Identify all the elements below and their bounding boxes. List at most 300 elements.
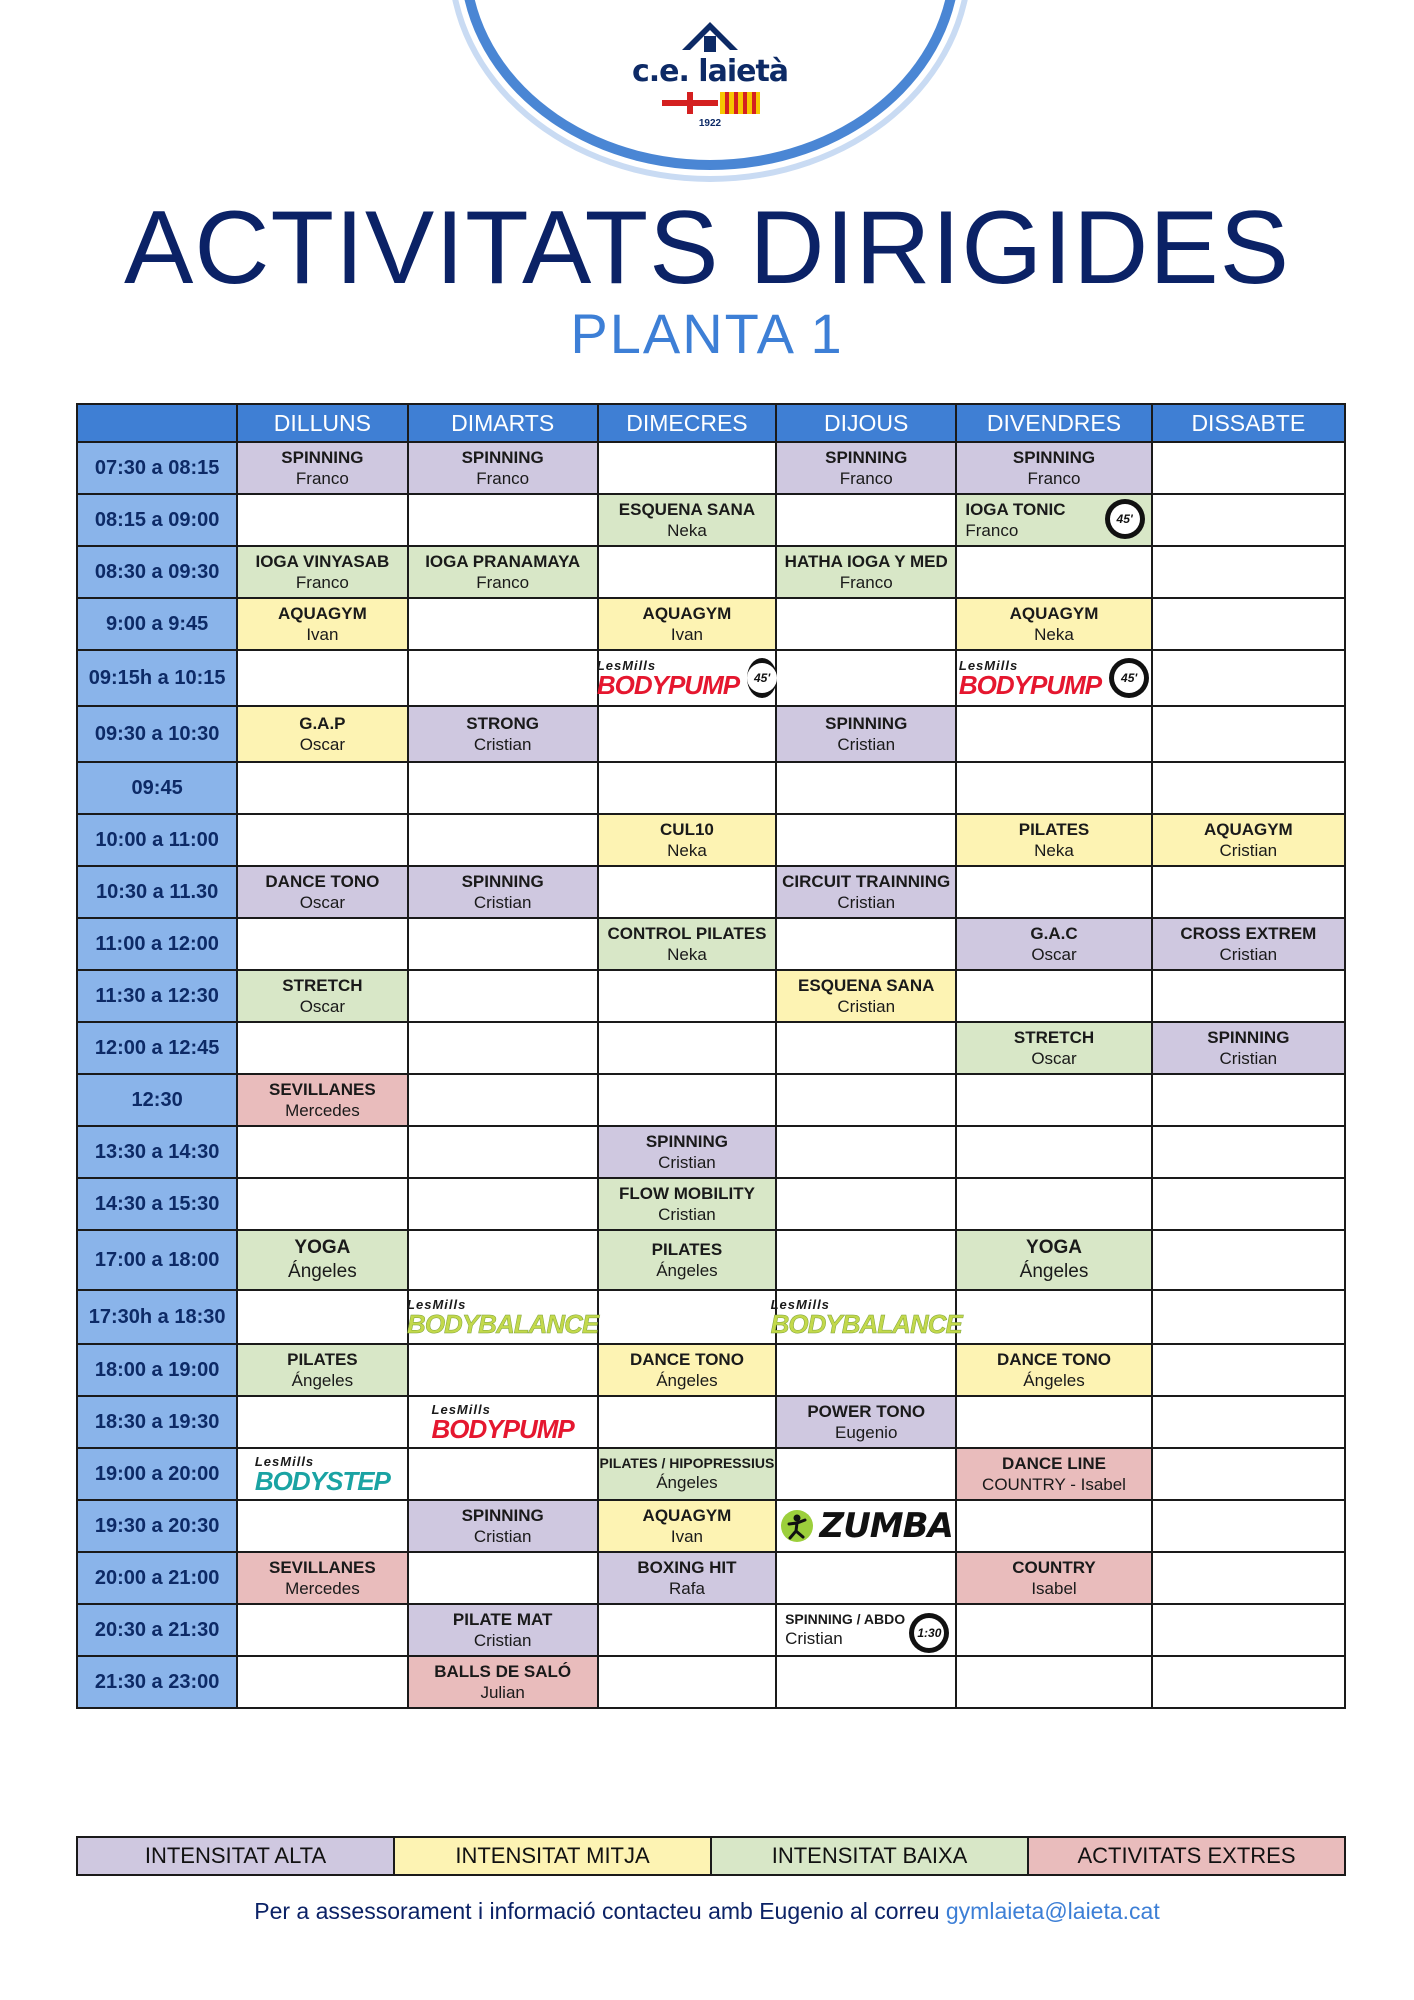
empty-cell xyxy=(237,1290,407,1344)
lesmills-program-name: BODYBALANCE xyxy=(770,1308,962,1339)
empty-cell xyxy=(956,1396,1151,1448)
empty-cell xyxy=(776,1344,956,1396)
empty-cell xyxy=(956,546,1151,598)
time-slot-label: 18:00 a 19:00 xyxy=(77,1344,237,1396)
activity-name: CIRCUIT TRAINNING xyxy=(782,871,951,891)
day-header: DILLUNS xyxy=(237,404,407,442)
class-cell xyxy=(956,1552,1151,1604)
schedule-row xyxy=(77,1656,1345,1708)
club-year: 1922 xyxy=(698,118,722,129)
empty-cell xyxy=(1152,1230,1345,1290)
activity-name: PILATES xyxy=(1018,819,1090,839)
activity-name: SEVILLANES xyxy=(269,1557,376,1577)
club-logo xyxy=(620,18,800,129)
lesmills-brand-text: LesMills xyxy=(431,1401,491,1417)
class-cell xyxy=(598,1500,776,1552)
time-slot-label: 18:30 a 19:30 xyxy=(77,1396,237,1448)
lesmills-logo-wrap xyxy=(770,1296,962,1339)
lesmills-class-cell xyxy=(408,1396,598,1448)
empty-cell xyxy=(1152,546,1345,598)
empty-cell xyxy=(1152,1396,1345,1448)
intensity-legend xyxy=(76,1836,1346,1876)
time-slot-label: 13:30 a 14:30 xyxy=(77,1126,237,1178)
empty-cell xyxy=(776,1552,956,1604)
instructor-name: Oscar xyxy=(299,735,346,754)
empty-cell xyxy=(776,814,956,866)
day-header: DIMARTS xyxy=(408,404,598,442)
schedule-row xyxy=(77,1178,1345,1230)
empty-cell xyxy=(1152,1448,1345,1500)
lesmills-logo xyxy=(432,1403,574,1442)
empty-cell xyxy=(956,866,1151,918)
day-header: DISSABTE xyxy=(1152,404,1345,442)
activity-name: DANCE TONO xyxy=(997,1349,1111,1369)
empty-cell xyxy=(408,1552,598,1604)
class-cell xyxy=(956,1344,1151,1396)
instructor-name: Eugenio xyxy=(835,1423,898,1442)
activity-name: FLOW MOBILITY xyxy=(618,1183,755,1203)
instructor-name: Ivan xyxy=(670,1527,704,1546)
empty-cell xyxy=(408,1022,598,1074)
empty-cell xyxy=(598,1022,776,1074)
instructor-name: Franco xyxy=(476,573,530,592)
empty-cell xyxy=(408,1126,598,1178)
class-cell xyxy=(776,970,956,1022)
empty-cell xyxy=(237,918,407,970)
schedule-row xyxy=(77,1126,1345,1178)
activity-name: ESQUENA SANA xyxy=(618,499,756,519)
schedule-row xyxy=(77,494,1345,546)
class-cell xyxy=(598,814,776,866)
class-cell xyxy=(598,494,776,546)
lesmills-logo xyxy=(959,659,1101,698)
day-header-row xyxy=(77,404,1345,442)
class-cell xyxy=(408,546,598,598)
instructor-name: Cristian xyxy=(473,1631,532,1650)
time-slot-label: 14:30 a 15:30 xyxy=(77,1178,237,1230)
instructor-name: Ivan xyxy=(306,625,339,644)
class-cell xyxy=(956,814,1151,866)
empty-cell xyxy=(1152,706,1345,762)
instructor-name: Franco xyxy=(839,573,893,592)
activity-name: HATHA IOGA Y MED xyxy=(784,551,948,571)
activity-name: IOGA TONIC xyxy=(965,499,1066,519)
class-cell xyxy=(237,970,407,1022)
empty-cell xyxy=(956,970,1151,1022)
zumba-wordmark: ZUMBA xyxy=(819,1505,953,1546)
activity-name: IOGA VINYASAB xyxy=(255,551,390,571)
time-slot-label: 17:30h a 18:30 xyxy=(77,1290,237,1344)
activity-name: G.A.P xyxy=(299,713,346,733)
house-icon xyxy=(678,20,742,56)
class-cell xyxy=(408,706,598,762)
class-cell xyxy=(237,1344,407,1396)
empty-cell xyxy=(408,918,598,970)
activity-name: DANCE TONO xyxy=(265,871,380,891)
activity-name: SPINNING xyxy=(825,447,908,467)
empty-cell xyxy=(237,814,407,866)
instructor-name: Cristian xyxy=(837,735,896,754)
empty-cell xyxy=(598,1656,776,1708)
empty-cell xyxy=(598,1074,776,1126)
contact-footer xyxy=(0,1898,1414,1925)
schedule-row xyxy=(77,1230,1345,1290)
time-slot-label: 19:00 a 20:00 xyxy=(77,1448,237,1500)
instructor-name: Julian xyxy=(480,1683,525,1702)
activity-name: BOXING HIT xyxy=(637,1557,737,1577)
activity-name: SPINNING / ABDO xyxy=(785,1610,906,1627)
empty-cell xyxy=(956,762,1151,814)
page-title: ACTIVITATS DIRIGIDES xyxy=(123,190,1291,306)
time-slot-label: 08:30 a 09:30 xyxy=(77,546,237,598)
activity-name: AQUAGYM xyxy=(277,603,367,623)
empty-cell xyxy=(1152,1126,1345,1178)
contact-email-link[interactable]: gymlaieta@laieta.cat xyxy=(945,1898,1160,1924)
schedule-row xyxy=(77,706,1345,762)
instructor-name: Cristian xyxy=(837,997,896,1016)
instructor-name: Neka xyxy=(667,841,707,860)
instructor-name: Franco xyxy=(1027,469,1081,488)
class-cell xyxy=(598,1230,776,1290)
class-cell xyxy=(598,1344,776,1396)
time-slot-label: 07:30 a 08:15 xyxy=(77,442,237,494)
lesmills-brand-text: LesMills xyxy=(407,1296,467,1312)
activity-name: SPINNING xyxy=(461,871,544,891)
empty-cell xyxy=(598,1396,776,1448)
instructor-name: Neka xyxy=(1034,625,1074,644)
empty-cell xyxy=(237,1126,407,1178)
instructor-name: Neka xyxy=(667,945,707,964)
schedule-row xyxy=(77,866,1345,918)
activity-name: SPINNING xyxy=(461,447,544,467)
zumba-dancer-icon xyxy=(780,1509,814,1543)
instructor-name: Ángeles xyxy=(288,1261,357,1282)
schedule-table xyxy=(76,403,1346,1709)
instructor-name: Cristian xyxy=(785,1629,843,1649)
empty-cell xyxy=(1152,1500,1345,1552)
activity-name: PILATES / HIPOPRESSIUS xyxy=(599,1454,775,1471)
lesmills-brand-text: LesMills xyxy=(254,1453,315,1469)
empty-cell xyxy=(408,1448,598,1500)
empty-cell xyxy=(956,706,1151,762)
duration-badge-text: 1:30 xyxy=(914,1618,944,1648)
schedule-row xyxy=(77,1290,1345,1344)
class-cell xyxy=(776,866,956,918)
class-cell xyxy=(1152,1022,1345,1074)
time-slot-label: 09:45 xyxy=(77,762,237,814)
instructor-name: COUNTRY - Isabel xyxy=(982,1475,1126,1494)
class-cell xyxy=(776,1396,956,1448)
lesmills-logo-wrap xyxy=(238,1455,406,1494)
class-cell xyxy=(598,1126,776,1178)
class-cell xyxy=(408,1604,598,1656)
empty-cell xyxy=(956,1290,1151,1344)
empty-cell xyxy=(408,1344,598,1396)
empty-cell xyxy=(598,706,776,762)
class-cell xyxy=(237,546,407,598)
lesmills-program-name: BODYPUMP xyxy=(958,669,1102,700)
instructor-name: Cristian xyxy=(658,1205,716,1224)
class-cell xyxy=(237,706,407,762)
catalan-flag-icon xyxy=(720,92,760,114)
duration-badge-text: 45' xyxy=(1110,504,1140,534)
empty-cell xyxy=(237,1604,407,1656)
schedule-row xyxy=(77,442,1345,494)
lesmills-brand-text: LesMills xyxy=(770,1296,830,1312)
empty-cell xyxy=(598,866,776,918)
empty-cell xyxy=(1152,650,1345,706)
lesmills-brand-text: LesMills xyxy=(596,657,657,673)
lesmills-logo xyxy=(597,659,739,698)
instructor-name: Ángeles xyxy=(291,1371,354,1390)
empty-cell xyxy=(956,1074,1151,1126)
time-slot-label: 19:30 a 20:30 xyxy=(77,1500,237,1552)
instructor-name: Franco xyxy=(295,573,349,592)
instructor-name: Ángeles xyxy=(656,1473,718,1493)
empty-cell xyxy=(1152,1604,1345,1656)
empty-cell xyxy=(598,1290,776,1344)
schedule-row xyxy=(77,1074,1345,1126)
empty-cell xyxy=(598,442,776,494)
empty-cell xyxy=(237,762,407,814)
empty-cell xyxy=(237,1178,407,1230)
activity-name: POWER TONO xyxy=(807,1401,926,1421)
instructor-name: Oscar xyxy=(299,997,346,1016)
lesmills-program-name: BODYSTEP xyxy=(254,1465,390,1496)
activity-name: SPINNING xyxy=(1012,447,1096,467)
lesmills-class-cell xyxy=(598,650,776,706)
schedule-row xyxy=(77,1552,1345,1604)
class-cell xyxy=(408,1656,598,1708)
activity-name: CROSS EXTREM xyxy=(1180,923,1317,943)
red-cross-icon xyxy=(662,92,718,114)
schedule-row xyxy=(77,918,1345,970)
lesmills-logo-wrap xyxy=(596,657,775,700)
activity-name: G.A.C xyxy=(1030,923,1078,943)
time-slot-label: 12:30 xyxy=(77,1074,237,1126)
class-cell xyxy=(237,1074,407,1126)
instructor-name: Cristian xyxy=(473,1527,532,1546)
empty-cell xyxy=(1152,1656,1345,1708)
empty-cell xyxy=(1152,1344,1345,1396)
lesmills-class-cell xyxy=(408,1290,598,1344)
empty-cell xyxy=(237,650,407,706)
time-slot-label: 11:00 a 12:00 xyxy=(77,918,237,970)
empty-cell xyxy=(408,1178,598,1230)
class-cell xyxy=(598,918,776,970)
instructor-name: Franco xyxy=(839,469,893,488)
legend-item: INTENSITAT BAIXA xyxy=(711,1837,1028,1875)
instructor-name: Neka xyxy=(667,521,707,540)
schedule-row xyxy=(77,1344,1345,1396)
empty-cell xyxy=(776,494,956,546)
legend-item: INTENSITAT MITJA xyxy=(394,1837,711,1875)
activity-name: IOGA PRANAMAYA xyxy=(425,551,581,571)
empty-cell xyxy=(1152,866,1345,918)
schedule-row xyxy=(77,1022,1345,1074)
empty-cell xyxy=(598,1604,776,1656)
empty-cell xyxy=(408,1230,598,1290)
time-slot-label: 09:15h a 10:15 xyxy=(77,650,237,706)
day-header: DIVENDRES xyxy=(956,404,1151,442)
instructor-name: Oscar xyxy=(1031,1049,1077,1068)
activity-name: STRONG xyxy=(466,713,540,733)
empty-cell xyxy=(408,970,598,1022)
class-cell xyxy=(598,598,776,650)
instructor-name: Franco xyxy=(295,469,349,488)
schedule-row xyxy=(77,1396,1345,1448)
activity-name: STRETCH xyxy=(282,975,363,995)
schedule-row xyxy=(77,1448,1345,1500)
time-slot-label: 08:15 a 09:00 xyxy=(77,494,237,546)
empty-cell xyxy=(1152,494,1345,546)
instructor-name: Cristian xyxy=(1219,841,1278,860)
activity-name: STRETCH xyxy=(1013,1027,1095,1047)
duration-badge-text: 45' xyxy=(747,663,777,693)
instructor-name: Mercedes xyxy=(285,1101,360,1120)
legend-item: ACTIVITATS EXTRES xyxy=(1028,1837,1345,1875)
empty-cell xyxy=(408,814,598,866)
empty-cell xyxy=(956,1126,1151,1178)
time-slot-label: 10:00 a 11:00 xyxy=(77,814,237,866)
schedule-row xyxy=(77,1604,1345,1656)
time-slot-label: 10:30 a 11.30 xyxy=(77,866,237,918)
empty-cell xyxy=(1152,1074,1345,1126)
empty-cell xyxy=(598,970,776,1022)
instructor-name: Ángeles xyxy=(656,1261,718,1280)
legend-item: INTENSITAT ALTA xyxy=(77,1837,394,1875)
schedule-row xyxy=(77,598,1345,650)
lesmills-program-name: BODYPUMP xyxy=(431,1413,574,1444)
instructor-name: Franco xyxy=(476,469,530,488)
empty-cell xyxy=(776,1126,956,1178)
instructor-name: Neka xyxy=(1034,841,1074,860)
activity-name: SPINNING xyxy=(825,713,908,733)
empty-cell xyxy=(237,494,407,546)
class-cell xyxy=(598,1448,776,1500)
class-cell xyxy=(1152,814,1345,866)
schedule-row xyxy=(77,762,1345,814)
class-cell xyxy=(408,1500,598,1552)
lesmills-class-cell xyxy=(956,650,1151,706)
schedule-row xyxy=(77,546,1345,598)
activity-name: SEVILLANES xyxy=(269,1079,376,1099)
time-slot-label: 12:00 a 12:45 xyxy=(77,1022,237,1074)
instructor-name: Rafa xyxy=(668,1579,705,1598)
empty-cell xyxy=(1152,442,1345,494)
instructor-name: Isabel xyxy=(1031,1579,1077,1598)
empty-cell xyxy=(776,598,956,650)
instructor-name: Ángeles xyxy=(1019,1261,1089,1282)
schedule-row xyxy=(77,650,1345,706)
zumba-class-cell xyxy=(776,1500,956,1552)
empty-cell xyxy=(776,1022,956,1074)
class-cell xyxy=(408,442,598,494)
time-slot-label: 21:30 a 23:00 xyxy=(77,1656,237,1708)
activity-name: CUL10 xyxy=(660,819,714,839)
activity-name: YOGA xyxy=(294,1237,351,1259)
empty-cell xyxy=(598,762,776,814)
empty-cell xyxy=(408,762,598,814)
duration-badge-text: 45' xyxy=(1114,663,1144,693)
activity-name: DANCE TONO xyxy=(629,1349,744,1369)
instructor-name: Cristian xyxy=(473,735,532,754)
empty-cell xyxy=(237,1396,407,1448)
instructor-name: Ángeles xyxy=(656,1371,718,1390)
header-corner xyxy=(77,404,237,442)
empty-cell xyxy=(237,1656,407,1708)
class-cell xyxy=(956,598,1151,650)
lesmills-program-name: BODYBALANCE xyxy=(407,1308,599,1339)
class-cell xyxy=(237,598,407,650)
activity-name: AQUAGYM xyxy=(642,1505,732,1525)
day-header: DIMECRES xyxy=(598,404,776,442)
activity-name: PILATES xyxy=(651,1239,723,1259)
activity-name: YOGA xyxy=(1026,1237,1082,1259)
schedule-row xyxy=(77,814,1345,866)
empty-cell xyxy=(956,1178,1151,1230)
instructor-name: Cristian xyxy=(1219,1049,1278,1068)
lesmills-brand-text: LesMills xyxy=(958,657,1019,673)
instructor-name: Cristian xyxy=(473,893,532,912)
empty-cell xyxy=(1152,598,1345,650)
class-cell xyxy=(776,706,956,762)
activity-name: BALLS DE SALÓ xyxy=(434,1661,572,1681)
instructor-name: Mercedes xyxy=(285,1579,360,1598)
lesmills-logo-wrap xyxy=(409,1403,597,1442)
activity-name: AQUAGYM xyxy=(1009,603,1099,623)
empty-cell xyxy=(776,1448,956,1500)
empty-cell xyxy=(956,1604,1151,1656)
empty-cell xyxy=(956,1500,1151,1552)
empty-cell xyxy=(598,546,776,598)
class-cell xyxy=(956,1022,1151,1074)
empty-cell xyxy=(408,494,598,546)
activity-name: COUNTRY xyxy=(1012,1557,1096,1577)
activity-name: PILATE MAT xyxy=(452,1609,553,1629)
empty-cell xyxy=(776,918,956,970)
class-cell xyxy=(956,1448,1151,1500)
lesmills-logo xyxy=(407,1298,598,1337)
instructor-name: Cristian xyxy=(658,1153,716,1172)
lesmills-logo xyxy=(255,1455,390,1494)
empty-cell xyxy=(408,650,598,706)
instructor-name: Cristian xyxy=(1219,945,1278,964)
class-cell xyxy=(956,1230,1151,1290)
empty-cell xyxy=(776,650,956,706)
zumba-logo xyxy=(777,1505,955,1548)
instructor-name: Franco xyxy=(965,521,1019,540)
activity-name: DANCE LINE xyxy=(1002,1453,1106,1473)
empty-cell xyxy=(776,1178,956,1230)
time-slot-label: 9:00 a 9:45 xyxy=(77,598,237,650)
empty-cell xyxy=(237,1500,407,1552)
class-cell xyxy=(776,1604,956,1656)
activity-name: SPINNING xyxy=(1207,1027,1290,1047)
activity-name: CONTROL PILATES xyxy=(607,923,767,943)
class-cell xyxy=(956,442,1151,494)
class-cell xyxy=(408,866,598,918)
class-cell xyxy=(776,442,956,494)
empty-cell xyxy=(1152,1290,1345,1344)
empty-cell xyxy=(408,598,598,650)
club-name: c.e. laietà xyxy=(631,54,789,89)
activity-name: SPINNING xyxy=(281,447,364,467)
empty-cell xyxy=(776,762,956,814)
instructor-name: Ángeles xyxy=(1023,1371,1085,1390)
duration-badge-icon xyxy=(1105,499,1145,539)
lesmills-logo-wrap xyxy=(957,658,1150,698)
